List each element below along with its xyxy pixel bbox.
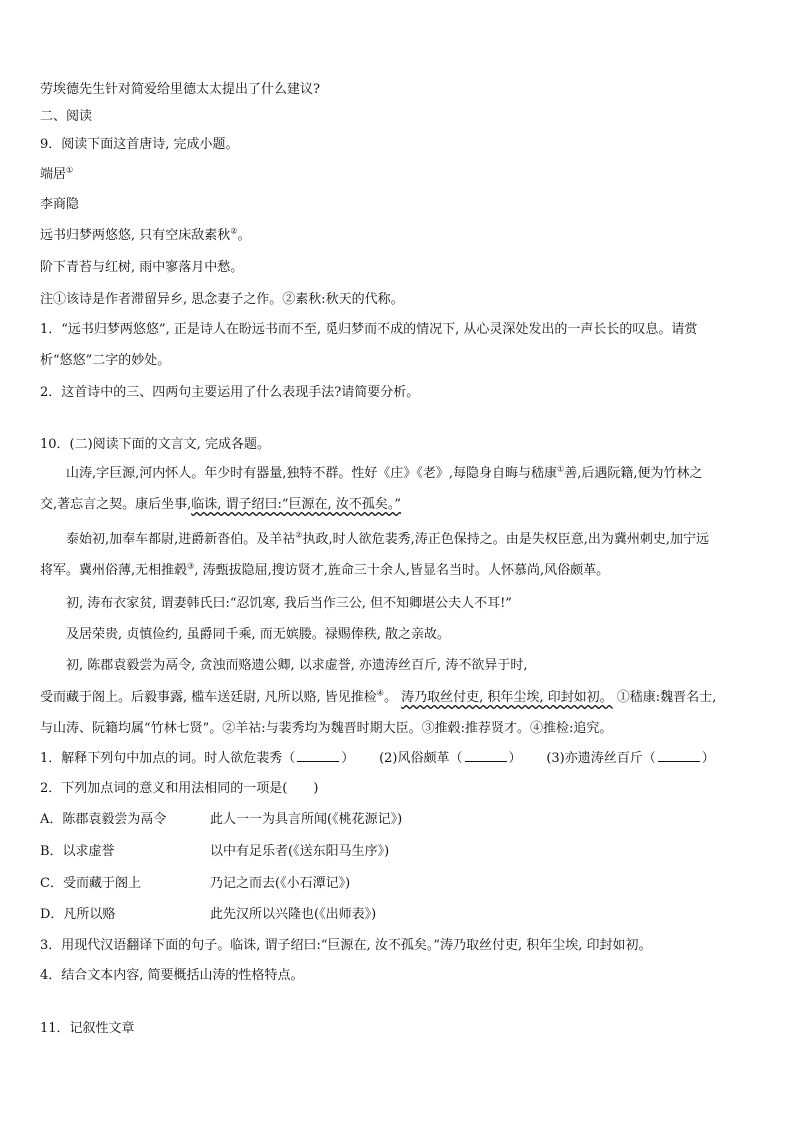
- option-d: D．凡所以赂: [40, 907, 116, 922]
- wavy-underlined-sentence: 涛乃取丝付吏, 积年尘埃, 印封如初。: [401, 690, 613, 705]
- footnote-marker: ②: [295, 530, 303, 540]
- passage-line-2: 交,著忘言之契。康后坐事,临诛, 谓子绍曰:“巨源在, 汝不孤矣。”: [40, 497, 401, 512]
- passage-line-4: 将军。冀州俗薄,无相推毂③, 涛甄拔隐屈,搜访贤才,旌命三十余人,皆显名当时。人怀慕尚,风俗颇革。: [40, 561, 610, 578]
- wavy-underlined-sentence: 临诛, 谓子绍曰:“巨源在, 汝不孤矣。”: [191, 497, 401, 512]
- section-heading-reading: 二、阅读: [40, 109, 93, 124]
- answer-blank[interactable]: [658, 761, 700, 762]
- passage-notes: 与山涛、阮籍均属“竹林七贤”。②羊祜:与裴秀均为魏晋时期大臣。③推毂:推荐贤才。④推检:追究。: [40, 721, 613, 736]
- poem-line-1: 远书归梦两悠悠, 只有空床敌素秋②。: [40, 226, 251, 243]
- option-a: A．陈郡袁毅尝为鬲令: [40, 812, 167, 827]
- poem-line-2: 阶下青苔与红树, 雨中寥落月中愁。: [40, 260, 244, 275]
- passage-line-8: 受而藏于阁上。后毅事露, 槛车送廷尉, 凡所以赂, 皆见推检④。 涛乃取丝付吏, 积年尘埃, 印封如初。 ①嵇康:魏晋名士,: [40, 688, 717, 705]
- option-c-compare: 乃记之而去(《小石潭记》): [210, 876, 351, 891]
- q9-sub1-line1: 1．“远书归梦两悠悠”, 正是诗人在盼远书而不至, 觅归梦而不成的情况下, 从心灵深处发出的一声长长的叹息。请赏: [40, 322, 698, 337]
- option-c: C．受而藏于阁上: [40, 876, 141, 891]
- footnote-marker: ①: [66, 165, 74, 175]
- q10-sub2: 2．下列加点词的意义和用法相同的一项是( ): [40, 781, 319, 796]
- question-prev-last-line: 劳埃德先生针对简爱给里德太太提出了什么建议?: [40, 82, 320, 97]
- footnote-marker: ①: [557, 464, 565, 474]
- option-b-compare: 以中有足乐者(《送东阳马生序》): [210, 844, 390, 859]
- passage-line-7: 初, 陈郡袁毅尝为鬲令, 贪浊而赂遗公卿, 以求虚誉, 亦遗涛丝百斤, 涛不欲异于时,: [66, 658, 528, 673]
- footnote-marker: ②: [230, 226, 238, 236]
- option-d-compare: 此先汉所以兴隆也(《出师表》): [210, 907, 377, 922]
- q9-sub1-line2: 析“悠悠”二字的妙处。: [40, 353, 171, 368]
- passage-line-6: 及居荣贵, 贞慎俭约, 虽爵同千乘, 而无嫔媵。禄赐俸秩, 散之亲故。: [66, 627, 451, 642]
- q9-intro: 9．阅读下面这首唐诗, 完成小题。: [40, 137, 239, 152]
- q11-heading: 11．记叙性文章: [40, 1021, 135, 1036]
- passage-line-3: 泰始初,加奉车都尉,进爵新沓伯。及羊祜②执政,时人欲危裴秀,涛正色保持之。由是失权臣意,出为冀州刺史,加宁远: [66, 530, 709, 547]
- q10-sub4: 4．结合文本内容, 简要概括山涛的性格特点。: [40, 968, 304, 983]
- passage-line-1: 山涛,字巨源,河内怀人。年少时有器量,独特不群。性好《庄》《老》,每隐身自晦与嵇康①善,后遇阮籍,便为竹林之: [66, 464, 703, 481]
- q10-intro: 10．(二)阅读下面的文言文, 完成各题。: [40, 437, 270, 452]
- passage-line-5: 初, 涛布衣家贫, 谓妻韩氏曰:“忍饥寒, 我后当作三公, 但不知卿堪公夫人不耳!”: [66, 596, 512, 611]
- q10-sub1: 1．解释下列句中加点的词。时人欲危裴秀（ ） (2)风俗颇革（ ） (3)亦遗涛丝百斤（ ）: [40, 751, 715, 766]
- footnote-marker: ④: [376, 688, 384, 698]
- q10-sub3: 3．用现代汉语翻译下面的句子。临诛, 谓子绍曰:“巨源在, 汝不孤矣。”涛乃取丝付吏, 积年尘埃, 印封如初。: [40, 938, 652, 953]
- option-b: B．以求虚誉: [40, 844, 115, 859]
- q9-sub2: 2．这首诗中的三、四两句主要运用了什么表现手法?请简要分析。: [40, 385, 420, 400]
- answer-blank[interactable]: [297, 761, 339, 762]
- poem-note: 注①该诗是作者滞留异乡, 思念妻子之作。②素秋:秋天的代称。: [40, 292, 404, 307]
- option-a-compare: 此人一一为具言所闻(《桃花源记》): [210, 812, 403, 827]
- poem-author: 李商隐: [40, 197, 80, 212]
- answer-blank[interactable]: [465, 761, 507, 762]
- footnote-marker: ③: [187, 561, 195, 571]
- poem-title: 端居①: [40, 165, 74, 182]
